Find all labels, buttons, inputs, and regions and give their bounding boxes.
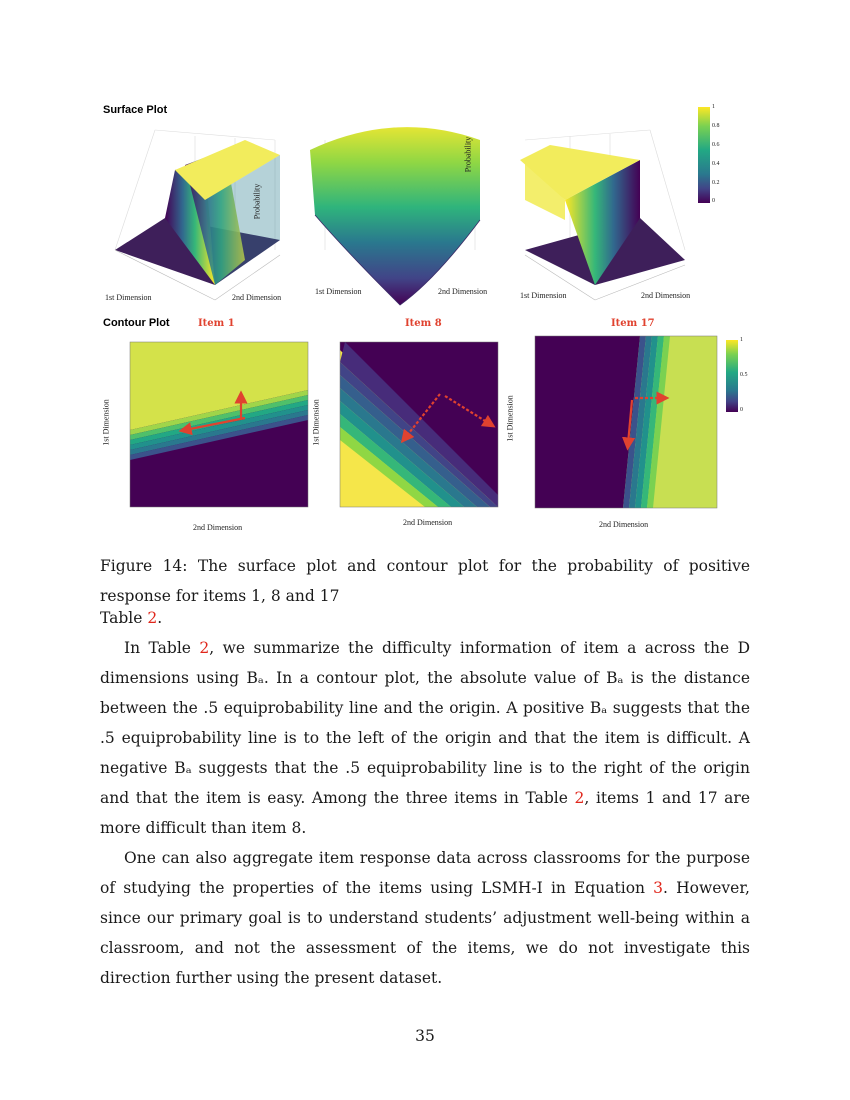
item-17-label: Item 17 — [611, 318, 655, 329]
axis-label-dim2: 2nd Dimension — [641, 291, 691, 300]
item-1-label: Item 1 — [198, 318, 235, 329]
paragraph-table-ref — [100, 603, 750, 633]
table-link[interactable]: 2 — [199, 639, 210, 657]
axis-label-dim2: 2nd Dimension — [403, 518, 453, 527]
axis-label-dim2: 2nd Dimension — [193, 523, 243, 532]
surface-colorbar-tick: 1 — [712, 104, 715, 110]
axis-label-dim2: 2nd Dimension — [232, 293, 282, 302]
surface-colorbar-tick: 0.8 — [712, 123, 720, 129]
axis-label-dim1: 1st Dimension — [520, 291, 567, 300]
equation-link[interactable]: 3 — [653, 879, 664, 897]
text-span: , we summarize the difficulty information of item a across the D dimensions using Bₐ. In a contour plot, the absolute value of Bₐ is the distance between the .5 equiprobability line and the origin. A positive Bₐ suggests that the .5 equiprobability line is to the left of the origin and that the item is difficult. A negative Bₐ suggests that the .5 equiprobability line is to the right of the origin and that the item is easy. Among the three items in Table — [100, 639, 751, 807]
table-link[interactable]: 2 — [147, 609, 158, 627]
surface-colorbar-tick: 0.6 — [712, 142, 720, 148]
contour-colorbar-tick: 1 — [740, 337, 743, 343]
text-span: In Table — [124, 639, 200, 657]
surface-colorbar-tick: 0.4 — [712, 161, 720, 167]
axis-label-prob: Probability — [252, 183, 262, 220]
page-number: 35 — [415, 1027, 435, 1045]
contour-plot-item8 — [340, 342, 498, 507]
surface-plot-item8 — [310, 127, 480, 305]
figure-caption: Figure 14: The surface plot and contour plot for the probability of positive response for items 1, 8 and 17 — [100, 557, 750, 605]
contour-plot-label: Contour Plot — [103, 317, 170, 329]
text-span: . — [157, 609, 163, 627]
axis-label-dim1: 1st Dimension — [505, 395, 515, 442]
surface-colorbar-tick: 0 — [712, 198, 715, 204]
contour-colorbar-tick: 0 — [740, 407, 743, 413]
text-span: One can also aggregate item response data across classrooms for the purpose of studying the properties of the items using LSMH-I in Equation — [100, 849, 750, 897]
surface-plot-label: Surface Plot — [103, 104, 168, 116]
paragraph-difficulty — [100, 633, 750, 843]
axis-label-prob: Probability — [463, 136, 473, 173]
item-8-label: Item 8 — [405, 318, 442, 329]
surface-plot-item17 — [520, 130, 685, 300]
axis-label-dim1: 1st Dimension — [311, 399, 321, 446]
axis-label-dim1: 1st Dimension — [315, 287, 362, 296]
surface-colorbar — [698, 107, 710, 203]
axis-label-dim1: 1st Dimension — [101, 399, 111, 446]
contour-plot-item1 — [130, 342, 308, 507]
axis-label-dim1: 1st Dimension — [105, 293, 152, 302]
contour-colorbar-tick: 0.5 — [740, 372, 748, 378]
axis-label-dim2: 2nd Dimension — [438, 287, 488, 296]
paragraph-aggregate — [100, 843, 750, 993]
figure-14 — [95, 100, 755, 540]
table-link[interactable]: 2 — [574, 789, 585, 807]
text-span: . However, since our primary goal is to understand students’ adjustment well-being within a classroom, and not the assessment of the items, we do not investigate this direction further using the present dataset. — [100, 879, 750, 987]
contour-plot-item17 — [535, 336, 717, 508]
text-span: , items 1 and 17 are more difficult than item 8. — [100, 789, 750, 837]
contour-colorbar — [726, 340, 738, 412]
surface-colorbar-tick: 0.2 — [712, 180, 720, 186]
axis-label-dim2: 2nd Dimension — [599, 520, 649, 529]
text-span: Table — [100, 609, 148, 627]
